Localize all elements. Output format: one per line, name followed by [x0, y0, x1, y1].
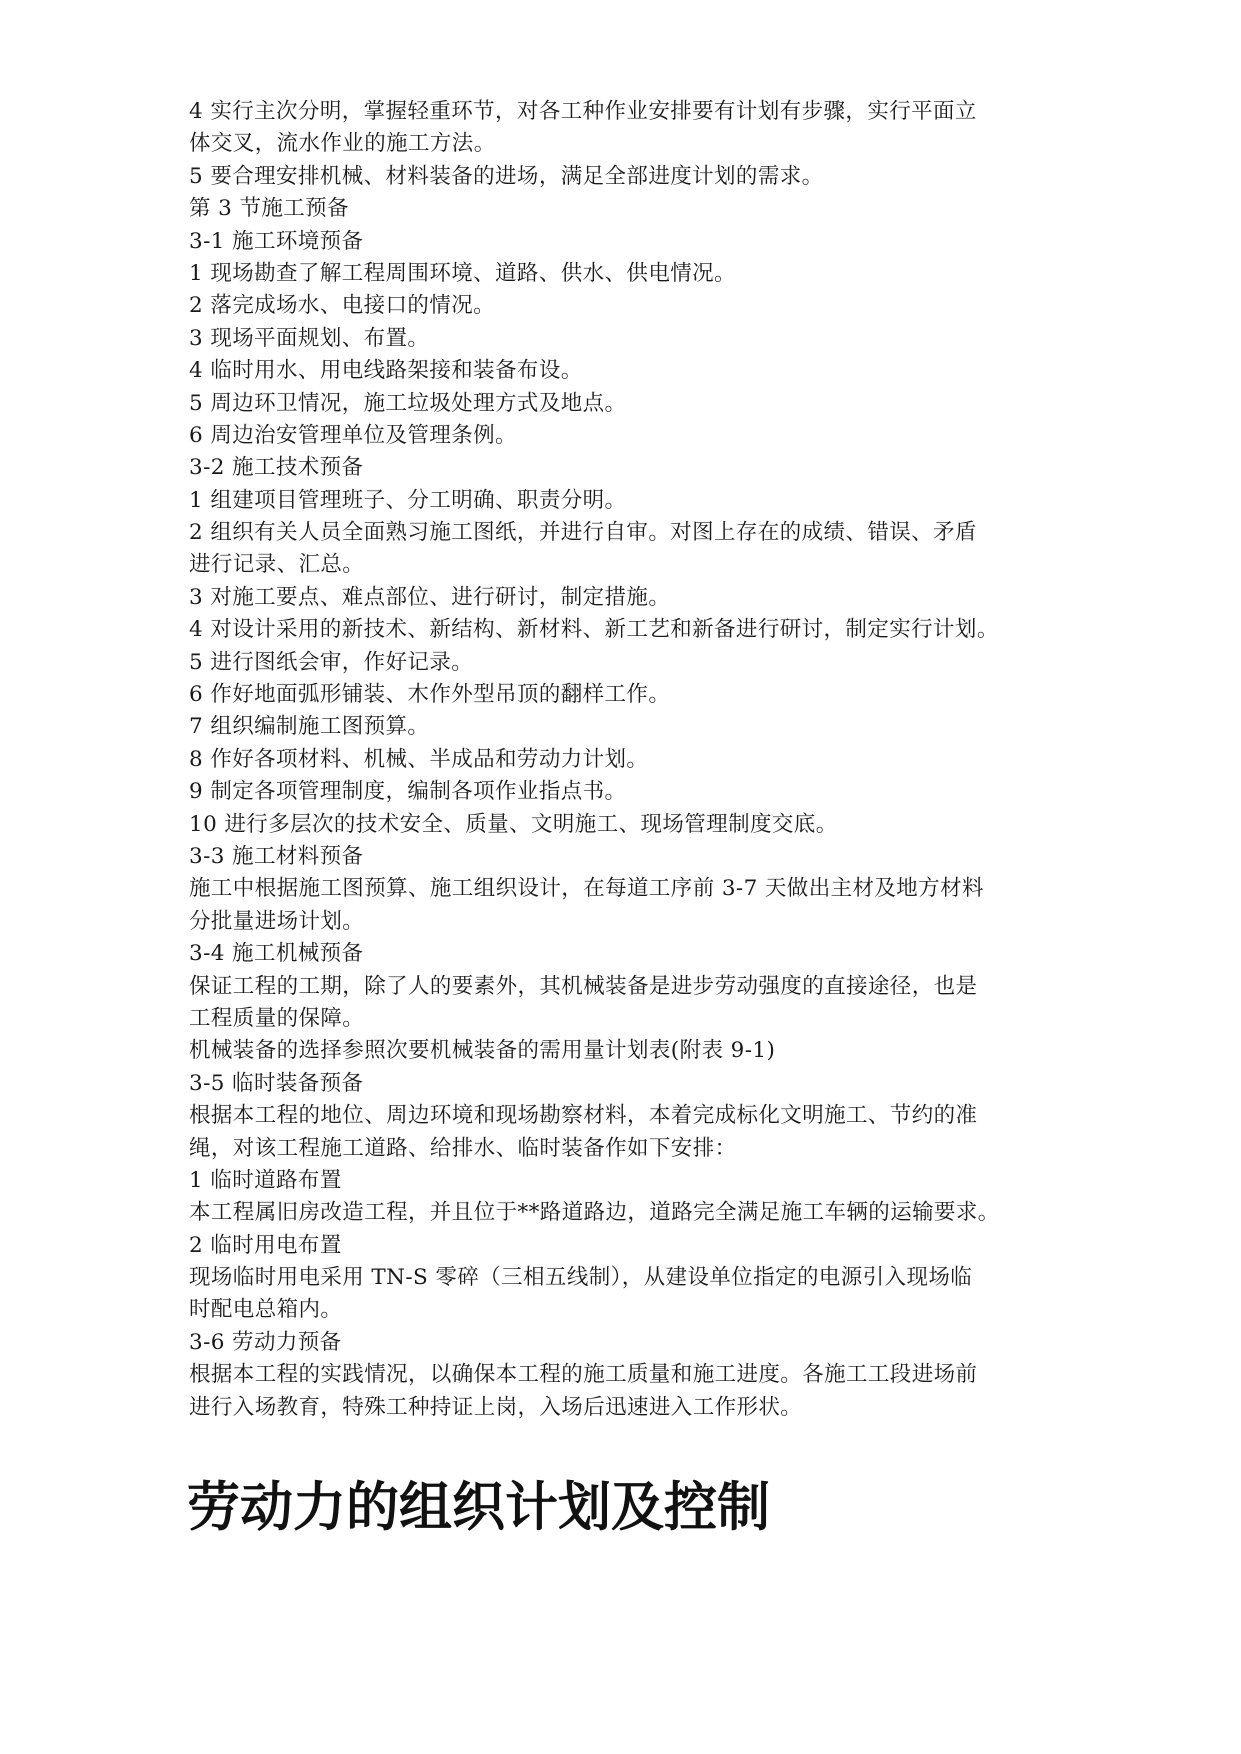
text-line: 施工中根据施工图预算、施工组织设计，在每道工序前 3-7 天做出主材及地方材料 [189, 876, 984, 902]
section-title: 第 3 节施工预备 [189, 196, 349, 222]
list-item: 5 进行图纸会审，作好记录。 [189, 649, 474, 675]
list-item: 6 周边治安管理单位及管理条例。 [189, 422, 517, 448]
chapter-heading: 劳动力的组织计划及控制 [187, 1477, 770, 1538]
list-item: 3 现场平面规划、布置。 [189, 325, 430, 351]
list-item: 2 组织有关人员全面熟习施工图纸，并进行自审。对图上存在的成绩、错误、矛盾 [189, 520, 977, 546]
subsection-title: 3-6 劳动力预备 [189, 1329, 342, 1355]
list-item: 1 组建项目管理班子、分工明确、职责分明。 [189, 487, 627, 513]
text-line: 保证工程的工期，除了人的要素外，其机械装备是进步劳动强度的直接途径，也是 [189, 973, 978, 999]
list-item: 2 落完成场水、电接口的情况。 [189, 293, 496, 319]
subsection-title: 3-3 施工材料预备 [189, 843, 364, 869]
list-item: 3 对施工要点、难点部位、进行研讨，制定措施。 [189, 584, 671, 610]
text-line: 本工程属旧房改造工程，并且位于**路道路边，道路完全满足施工车辆的运输要求。 [189, 1200, 1000, 1226]
list-item: 6 作好地面弧形铺装、木作外型吊顶的翻样工作。 [189, 682, 671, 708]
text-line: 进行入场教育，特殊工种持证上岗，入场后迅速进入工作形状。 [189, 1394, 803, 1420]
list-item: 1 现场勘查了解工程周围环境、道路、供水、供电情况。 [189, 260, 736, 286]
text-line: 现场临时用电采用 TN-S 零碎（三相五线制），从建设单位指定的电源引入现场临 [189, 1265, 973, 1291]
subsection-title: 3-1 施工环境预备 [189, 228, 364, 254]
text-line: 根据本工程的地位、周边环境和现场勘察材料，本着完成标化文明施工、节约的准 [189, 1103, 978, 1129]
subsection-title: 3-2 施工技术预备 [189, 455, 364, 481]
list-item: 4 临时用水、用电线路架接和装备布设。 [189, 358, 583, 384]
text-line: 进行记录、汇总。 [189, 552, 365, 578]
list-item: 7 组织编制施工图预算。 [189, 714, 430, 740]
text-line: 时配电总箱内。 [189, 1297, 343, 1323]
text-line: 工程质量的保障。 [189, 1005, 365, 1031]
list-item: 10 进行多层次的技术安全、质量、文明施工、现场管理制度交底。 [189, 811, 838, 837]
text-line: 4 实行主次分明，掌握轻重环节，对各工种作业安排要有计划有步骤，实行平面立 [189, 99, 977, 124]
subsection-title: 3-5 临时装备预备 [189, 1070, 364, 1096]
list-item: 5 周边环卫情况，施工垃圾处理方式及地点。 [189, 390, 627, 416]
text-line: 体交叉，流水作业的施工方法。 [189, 131, 496, 157]
document-body [189, 96, 1057, 1424]
subsection-title: 3-4 施工机械预备 [189, 941, 364, 967]
list-item: 9 制定各项管理制度，编制各项作业指点书。 [189, 779, 627, 805]
text-line: 5 要合理安排机械、材料装备的进场，满足全部进度计划的需求。 [189, 163, 824, 189]
text-line: 根据本工程的实践情况，以确保本工程的施工质量和施工进度。各施工工段进场前 [189, 1362, 978, 1388]
text-line: 机械装备的选择参照次要机械装备的需用量计划表(附表 9-1) [189, 1038, 776, 1064]
list-item: 2 临时用电布置 [189, 1232, 342, 1258]
list-item: 8 作好各项材料、机械、半成品和劳动力计划。 [189, 746, 649, 772]
list-item: 4 对设计采用的新技术、新结构、新材料、新工艺和新备进行研讨，制定实行计划。 [189, 617, 999, 643]
text-line: 绳，对该工程施工道路、给排水、临时装备作如下安排： [189, 1135, 737, 1161]
text-line: 分批量进场计划。 [189, 908, 365, 934]
list-item: 1 临时道路布置 [189, 1167, 342, 1193]
